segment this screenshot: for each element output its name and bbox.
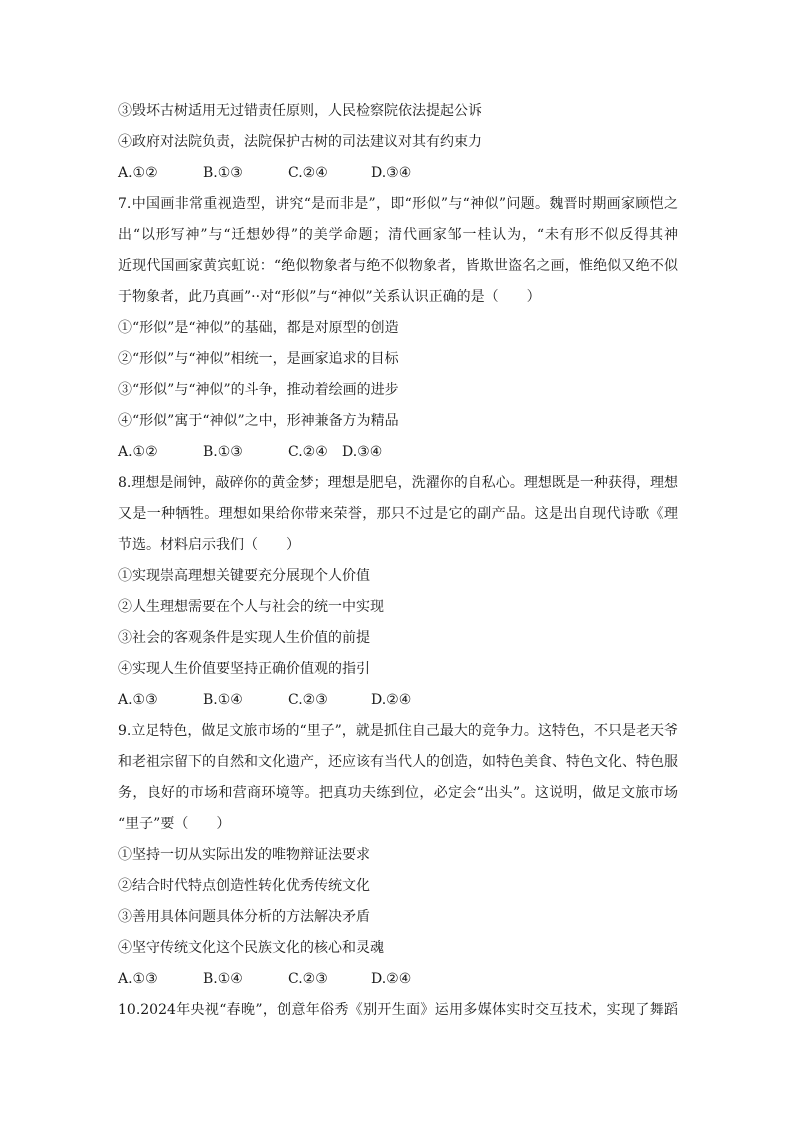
exam-content bbox=[118, 96, 678, 1026]
option-d: D.③④ bbox=[371, 165, 412, 181]
question-9-choice-4: ④坚守传统文化这个民族文化的核心和灵魂 bbox=[118, 940, 384, 956]
question-8-choice-3: ③社会的客观条件是实现人生价值的前提 bbox=[118, 630, 370, 646]
question-9-line-3: 务，良好的市场和营商环境等。把真功夫练到位，必定会“出头”。这说明，做足文旅市场 bbox=[118, 785, 678, 801]
option-d: D.③④ bbox=[342, 444, 383, 460]
statement-4: ④政府对法院负责，法院保护古树的司法建议对其有约束力 bbox=[118, 134, 482, 150]
answer-options-q9 bbox=[118, 964, 678, 995]
option-d: D.②④ bbox=[371, 692, 412, 708]
question-9-line-4: “里子”要（ ） bbox=[118, 816, 231, 832]
question-7-choice-3: ③“形似”与“神似”的斗争，推动着绘画的进步 bbox=[118, 382, 399, 398]
answer-options-q7 bbox=[118, 437, 678, 468]
question-7-choice-1: ①“形似”是“神似”的基础，都是对原型的创造 bbox=[118, 320, 399, 336]
question-8-choice-4: ④实现人生价值要坚持正确价值观的指引 bbox=[118, 661, 370, 677]
option-a: A.①③ bbox=[118, 971, 158, 987]
question-9-line-2: 和老祖宗留下的自然和文化遗产，还应该有当代人的创造，如特色美食、特色文化、特色服 bbox=[118, 754, 678, 770]
statement-3: ③毁坏古树适用无过错责任原则，人民检察院依法提起公诉 bbox=[118, 103, 482, 119]
question-9-choice-3: ③善用具体问题具体分析的方法解决矛盾 bbox=[118, 909, 370, 925]
option-b: B.①④ bbox=[203, 692, 243, 708]
answer-options-q8 bbox=[118, 685, 678, 716]
question-9-line-1: 9.立足特色，做足文旅市场的“里子”，就是抓住自己最大的竞争力。这特色，不只是老天爷 bbox=[118, 723, 678, 739]
question-10-line-1: 10.2024年央视“春晚”，创意年俗秀《别开生面》运用多媒体实时交互技术，实现了舞蹈 bbox=[118, 1002, 678, 1018]
question-7-line-3: 近现代国画家黄宾虹说：“绝似物象者与绝不似物象者，皆欺世盗名之画，惟绝似又绝不似 bbox=[118, 258, 678, 274]
question-7-line-1: 7.中国画非常重视造型，讲究“是而非是”，即“形似”与“神似”问题。魏晋时期画家顾恺之 bbox=[118, 196, 678, 212]
question-8-line-3: 节选。材料启示我们（ ） bbox=[118, 537, 300, 553]
question-8-choice-1: ①实现崇高理想关键要充分展现个人价值 bbox=[118, 568, 370, 584]
question-7-line-4: 于物象者，此乃真画”··对“形似”与“神似”关系认识正确的是（ ） bbox=[118, 289, 541, 305]
question-7-choice-4: ④“形似”寓于“神似”之中，形神兼备方为精品 bbox=[118, 413, 399, 429]
question-9-choice-1: ①坚持一切从实际出发的唯物辩证法要求 bbox=[118, 847, 370, 863]
option-a: A.①② bbox=[118, 165, 158, 181]
option-b: B.①③ bbox=[203, 165, 243, 181]
question-7-choice-2: ②“形似”与“神似”相统一，是画家追求的目标 bbox=[118, 351, 399, 367]
option-c: C.②④ bbox=[288, 444, 328, 460]
option-d: D.②④ bbox=[371, 971, 412, 987]
answer-options-q6 bbox=[118, 158, 678, 189]
question-7-line-2: 出“以形写神”与“迁想妙得”的美学命题；清代画家邹一桂认为，“未有形不似反得其神 bbox=[118, 227, 678, 243]
question-8-line-2: 又是一种牺牲。理想如果给你带来荣誉，那只不过是它的副产品。这是出自现代诗歌《理 bbox=[118, 506, 678, 522]
option-c: C.②④ bbox=[288, 165, 328, 181]
option-b: B.①④ bbox=[203, 971, 243, 987]
question-8-line-1: 8.理想是闹钟，敲碎你的黄金梦；理想是肥皂，洗濯你的自私心。理想既是一种获得，理想 bbox=[118, 475, 678, 491]
option-c: C.②③ bbox=[288, 971, 328, 987]
question-8-choice-2: ②人生理想需要在个人与社会的统一中实现 bbox=[118, 599, 384, 615]
option-a: A.①② bbox=[118, 444, 158, 460]
question-9-choice-2: ②结合时代特点创造性转化优秀传统文化 bbox=[118, 878, 370, 894]
option-c: C.②③ bbox=[288, 692, 328, 708]
option-a: A.①③ bbox=[118, 692, 158, 708]
option-b: B.①③ bbox=[203, 444, 243, 460]
